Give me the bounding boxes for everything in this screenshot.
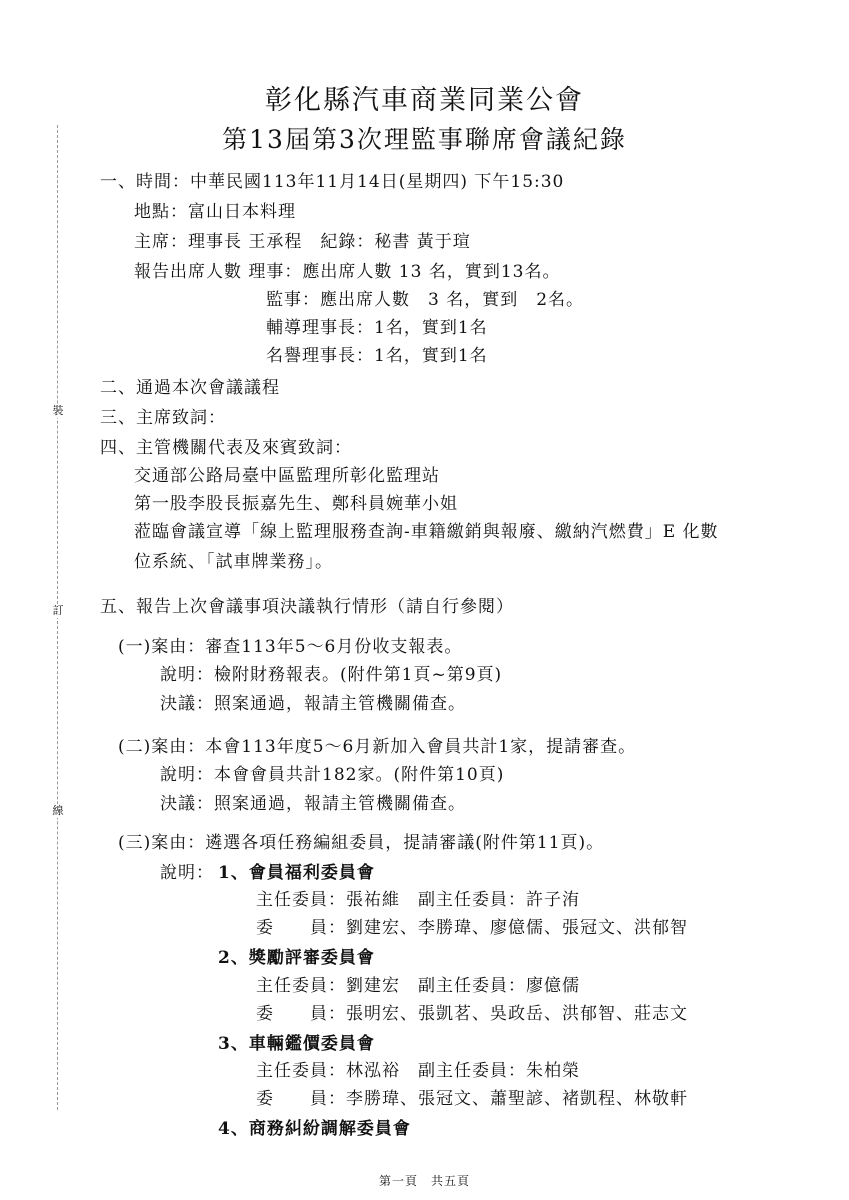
meeting-place: 地點：富山日本料理: [134, 202, 296, 222]
committee-2-name: 2、獎勵評審委員會: [218, 948, 375, 968]
committee-2-members: 委 員：張明宏、張凱茗、吳政岳、洪郁智、莊志文: [256, 1004, 688, 1024]
committee-1-name: 1、會員福利委員會: [218, 863, 375, 883]
committee-2-chair: 主任委員：劉建宏 副主任委員：廖億儒: [256, 976, 580, 996]
attendance-honorary: 名譽理事長：1名，實到1名: [266, 346, 488, 366]
case-2-resolution: 決議：照案通過，報請主管機關備查。: [160, 794, 466, 814]
case-1-reason: (一)案由：審查113年5～6月份收支報表。: [118, 637, 463, 657]
committee-1-chair: 主任委員：張祐維 副主任委員：許子洧: [256, 890, 580, 910]
section-4-line-4: 位系統、「試車牌業務」。: [134, 552, 333, 572]
meeting-time: 一、時間：中華民國113年11月14日(星期四) 下午15:30: [100, 172, 565, 192]
section-5-heading: 五、報告上次會議事項決議執行情形（請自行參閱）: [100, 597, 514, 617]
committee-4-name: 4、商務糾紛調解委員會: [218, 1119, 411, 1139]
section-3: 三、主席致詞：: [100, 408, 226, 428]
section-4-heading: 四、主管機關代表及來賓致詞：: [100, 438, 352, 458]
page-footer: 第一頁 共五頁: [378, 1174, 470, 1188]
org-name: 彰化縣汽車商業同業公會: [265, 85, 584, 116]
committee-3-members: 委 員：李勝瑋、張冠文、蕭聖諺、褚凱程、林敬軒: [256, 1089, 688, 1109]
binding-margin-char-3: 線: [50, 804, 66, 818]
case-1-explain: 說明：檢附財務報表。(附件第1頁~第9頁): [160, 665, 503, 685]
binding-margin-char-2: 訂: [50, 604, 66, 618]
case-3-reason: (三)案由：遴選各項任務編組委員，提請審議(附件第11頁)。: [118, 833, 605, 853]
committee-3-name: 3、車輛鑑價委員會: [218, 1034, 375, 1054]
section-2: 二、通過本次會議議程: [100, 378, 280, 398]
case-2-explain: 說明：本會會員共計182家。(附件第10頁): [160, 765, 505, 785]
section-4-line-3: 蒞臨會議宣導「線上監理服務查詢-車籍繳銷與報廢、繳納汽燃費」E 化數: [134, 522, 719, 542]
case-2-reason: (二)案由：本會113年度5～6月新加入會員共計1家，提請審查。: [118, 737, 637, 757]
case-3-explain-label: 說明：: [160, 863, 214, 883]
meeting-title: 第13屆第3次理監事聯席會議紀錄: [222, 125, 627, 154]
meeting-chair: 主席：理事長 王承程 紀錄：秘書 黃于瑄: [134, 232, 471, 252]
attendance-directors: 報告出席人數 理事：應出席人數 13 名，實到13名。: [134, 262, 561, 282]
committee-3-chair: 主任委員：林泓裕 副主任委員：朱柏榮: [256, 1061, 580, 1081]
section-4-line-1: 交通部公路局臺中區監理所彰化監理站: [134, 466, 440, 486]
committee-1-members: 委 員：劉建宏、李勝瑋、廖億儒、張冠文、洪郁智: [256, 918, 688, 938]
attendance-supervisors: 監事：應出席人數 3 名，實到 2名。: [266, 290, 585, 310]
case-1-resolution: 決議：照案通過，報請主管機關備查。: [160, 694, 466, 714]
attendance-advisory: 輔導理事長：1名，實到1名: [266, 318, 488, 338]
section-4-line-2: 第一股李股長振嘉先生、鄭科員婉華小姐: [134, 494, 458, 514]
binding-margin-char-1: 裝: [50, 404, 66, 418]
